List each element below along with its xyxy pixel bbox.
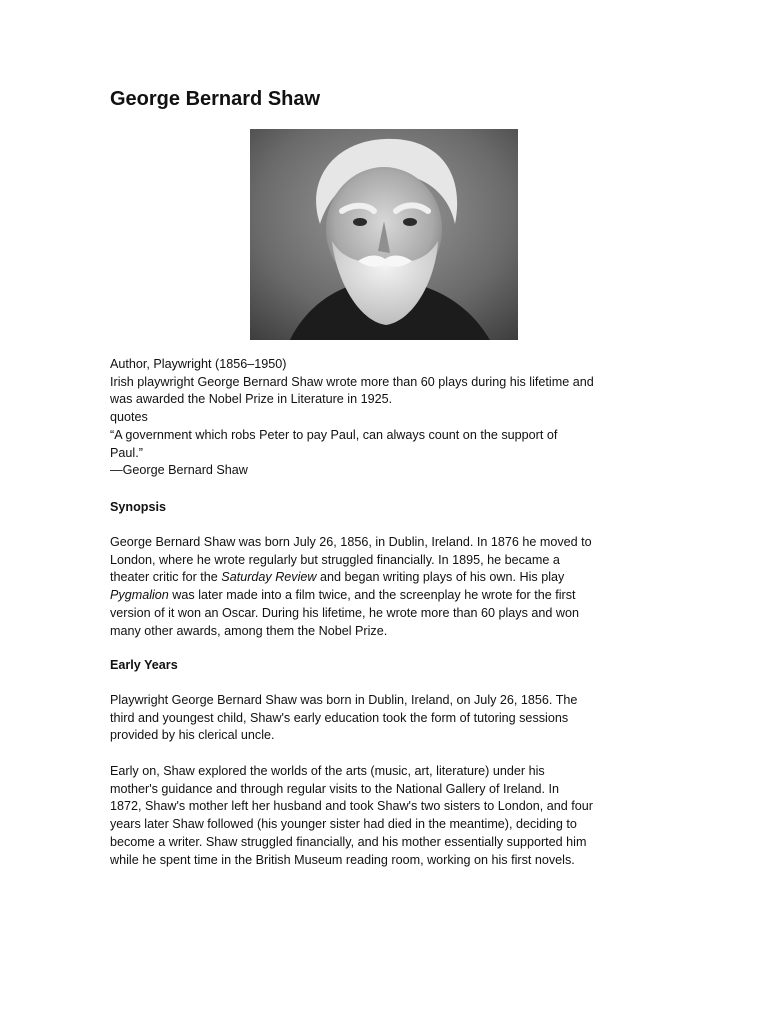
synopsis-line: many other awards, among them the Nobel Prize. bbox=[110, 623, 388, 638]
early-years-paragraph-2 bbox=[110, 763, 670, 869]
synopsis-text: theater critic for the bbox=[110, 570, 222, 585]
early-years-heading: Early Years bbox=[110, 658, 178, 672]
summary-line: was awarded the Nobel Prize in Literature in 1925. bbox=[110, 392, 393, 407]
synopsis-heading-block bbox=[110, 499, 670, 517]
synopsis-text: and began writing plays of his own. His play bbox=[316, 570, 565, 585]
early-years-line: become a writer. Shaw struggled financially, and his mother essentially supported him bbox=[110, 834, 587, 849]
play-title: Pygmalion bbox=[110, 588, 169, 603]
early-years-line: years later Shaw followed (his younger sister had died in the meantime), deciding to bbox=[110, 817, 577, 832]
synopsis-section bbox=[110, 534, 670, 640]
early-years-line: third and youngest child, Shaw's early education took the form of tutoring sessions bbox=[110, 710, 569, 725]
quote-line: “A government which robs Peter to pay Paul, can always count on the support of bbox=[110, 427, 558, 442]
early-years-line: Early on, Shaw explored the worlds of the arts (music, art, literature) under his bbox=[110, 764, 545, 778]
quotes-label: quotes bbox=[110, 410, 148, 425]
intro-section bbox=[110, 356, 670, 480]
quote-line: Paul.” bbox=[110, 445, 143, 460]
page-title: George Bernard Shaw bbox=[110, 88, 321, 110]
synopsis-heading: Synopsis bbox=[110, 500, 166, 514]
synopsis-line: version of it won an Oscar. During his lifetime, he wrote more than 60 plays and won bbox=[110, 605, 579, 620]
synopsis-line bbox=[110, 569, 670, 587]
early-years-paragraph-1 bbox=[110, 692, 670, 745]
early-years-line: provided by his clerical uncle. bbox=[110, 728, 275, 743]
early-years-line: mother's guidance and through regular visits to the National Gallery of Ireland. In bbox=[110, 781, 560, 796]
synopsis-line bbox=[110, 587, 670, 605]
publication-title: Saturday Review bbox=[221, 570, 317, 585]
early-years-line: Playwright George Bernard Shaw was born in Dublin, Ireland, on July 26, 1856. The bbox=[110, 693, 578, 707]
synopsis-text: was later made into a film twice, and the screenplay he wrote for the first bbox=[168, 588, 576, 603]
summary-line: Irish playwright George Bernard Shaw wrote more than 60 plays during his lifetime and bbox=[110, 374, 594, 389]
portrait-photo bbox=[250, 129, 518, 340]
quote-attribution: —George Bernard Shaw bbox=[110, 463, 248, 478]
early-years-heading-block bbox=[110, 657, 670, 675]
synopsis-line: George Bernard Shaw was born July 26, 1856, in Dublin, Ireland. In 1876 he moved to bbox=[110, 535, 592, 549]
synopsis-line: London, where he wrote regularly but struggled financially. In 1895, he became a bbox=[110, 552, 560, 567]
early-years-line: 1872, Shaw's mother left her husband and took Shaw's two sisters to London, and four bbox=[110, 799, 593, 814]
early-years-line: while he spent time in the British Museum reading room, working on his first novels. bbox=[110, 852, 575, 867]
lifespan-line: Author, Playwright (1856–1950) bbox=[110, 357, 287, 371]
